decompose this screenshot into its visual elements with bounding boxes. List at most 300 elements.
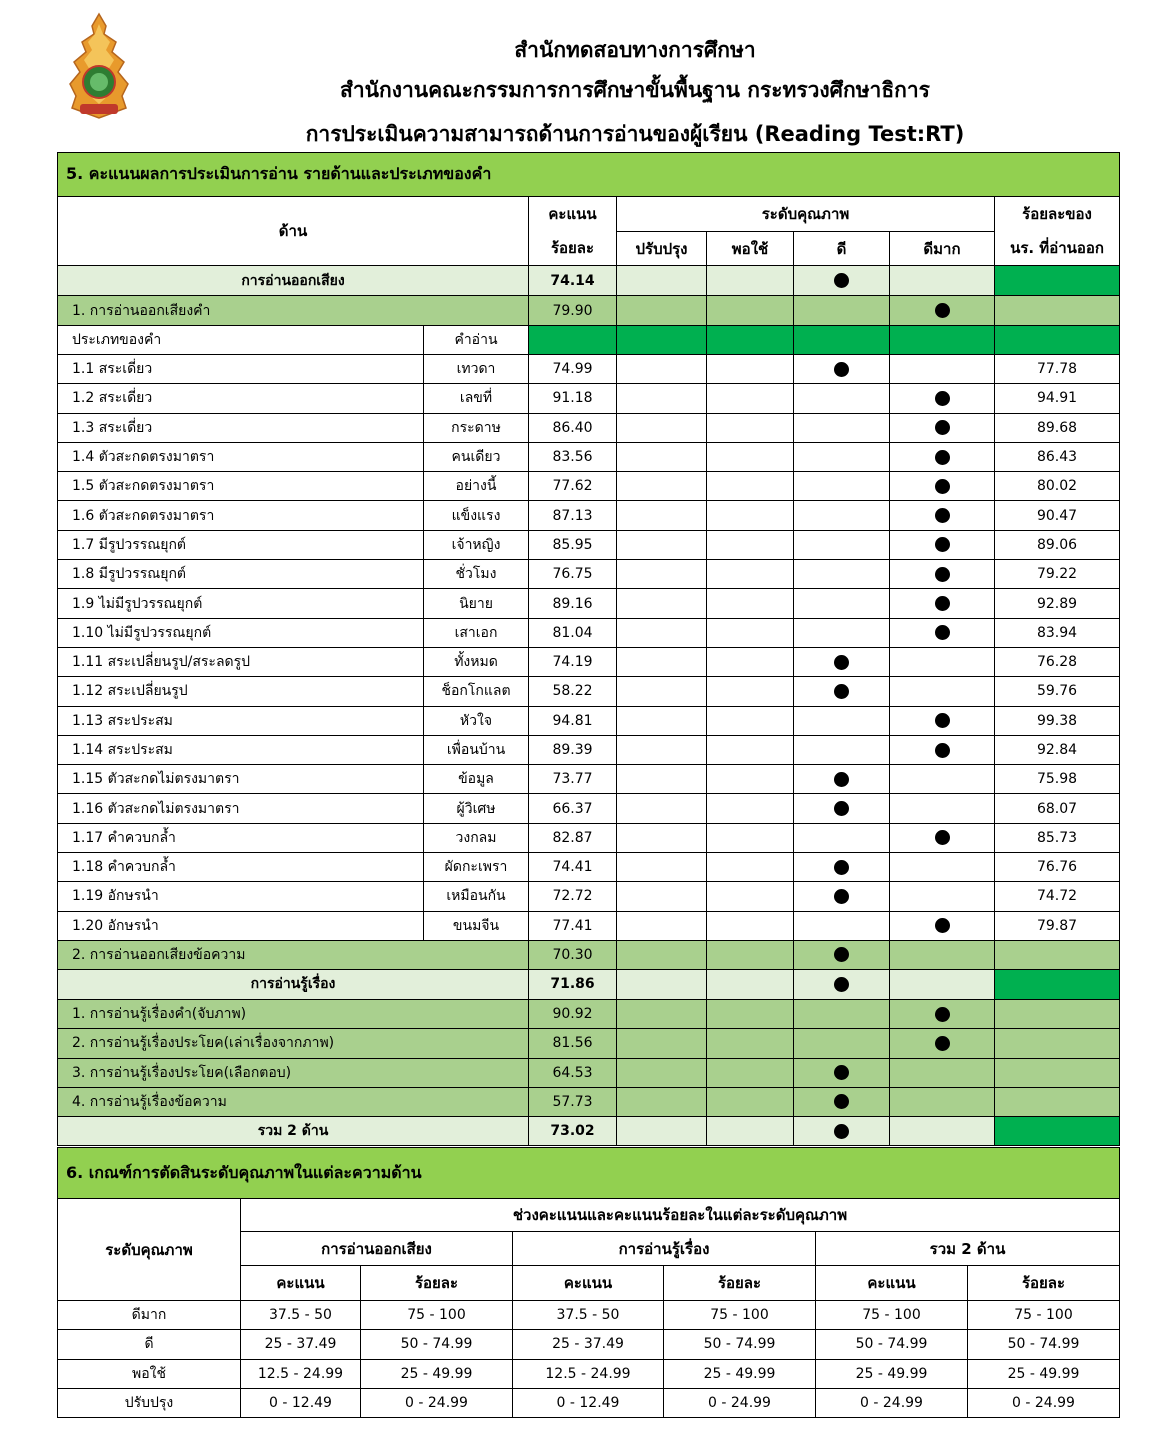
criteria-value: 75 - 100 [968,1301,1120,1330]
level-marker-dot [935,1007,950,1022]
criteria-value: 0 - 12.49 [513,1388,664,1417]
criteria-header-row [58,1199,1120,1232]
aspect-score: 73.02 [529,1117,617,1146]
level-cell [794,999,890,1028]
word-text: เลขที่ [424,384,529,413]
green-filler-cell [707,326,794,355]
word-score: 91.18 [529,384,617,413]
sub-header-pct: ร้อยละ [361,1266,513,1301]
word-type: 1.6 ตัวสะกดตรงมาตรา [58,501,424,530]
level-marker-dot [834,684,849,699]
criteria-value: 50 - 74.99 [968,1330,1120,1359]
col-header-pct: ร้อยละของ [995,197,1120,232]
word-text: เหมือนกัน [424,882,529,911]
comp-score: 57.73 [529,1087,617,1116]
level-cell [617,677,707,706]
level-cell [890,940,995,969]
criteria-value: 12.5 - 24.99 [241,1359,361,1388]
word-row [58,501,1120,530]
level-cell [707,911,794,940]
table-header-row [58,197,1120,232]
level-marker-dot [834,273,849,288]
word-text: เสาเอก [424,618,529,647]
level-cell [890,969,995,999]
criteria-level: ดี [58,1330,241,1359]
obec-emblem-logo [66,12,132,120]
word-row [58,706,1120,735]
level-marker-dot [935,567,950,582]
level-marker-dot [935,713,950,728]
level-cell [794,706,890,735]
word-row [58,355,1120,384]
level-cell [794,266,890,296]
level-cell [794,940,890,969]
word-type: 1.2 สระเดี่ยว [58,384,424,413]
col-header-level-1: พอใช้ [707,232,794,266]
comp-score: 64.53 [529,1058,617,1087]
aspect-pct-empty [995,296,1120,326]
level-cell [890,794,995,823]
word-type-header: ประเภทของคำ [58,326,424,355]
level-marker-dot [935,479,950,494]
criteria-value: 37.5 - 50 [241,1301,361,1330]
word-score: 82.87 [529,823,617,852]
word-text: ผัดกะเพรา [424,853,529,882]
word-text: เจ้าหญิง [424,530,529,559]
word-score: 77.62 [529,472,617,501]
aspect-score: 70.30 [529,940,617,969]
level-marker-dot [834,889,849,904]
word-text: กระดาษ [424,413,529,442]
level-cell [707,1087,794,1116]
level-cell [617,530,707,559]
level-cell [890,442,995,471]
word-score: 81.04 [529,618,617,647]
level-cell [794,501,890,530]
level-marker-dot [935,596,950,611]
word-row [58,853,1120,882]
word-row [58,589,1120,618]
level-cell [794,1029,890,1058]
level-marker-dot [834,860,849,875]
level-cell [617,853,707,882]
comp-pct-empty [995,1058,1120,1087]
word-row [58,413,1120,442]
level-cell [890,1087,995,1116]
oral-text-row [58,940,1120,969]
section-6-title-row [58,1148,1120,1199]
criteria-value: 50 - 74.99 [816,1330,968,1359]
comp-label: 2. การอ่านรู้เรื่องประโยค(เล่าเรื่องจากภาพ) [58,1029,529,1058]
level-cell [794,296,890,326]
level-cell [794,677,890,706]
level-cell [617,1087,707,1116]
word-header: คำอ่าน [424,326,529,355]
word-row [58,882,1120,911]
group-header-0: การอ่านออกเสียง [241,1232,513,1266]
level-marker-dot [935,391,950,406]
level-cell [617,472,707,501]
level-cell [794,589,890,618]
word-type: 1.18 คำควบกล้ำ [58,853,424,882]
level-cell [617,940,707,969]
word-type: 1.17 คำควบกล้ำ [58,823,424,852]
criteria-value: 0 - 24.99 [968,1388,1120,1417]
header-office: สำนักทดสอบทางการศึกษา [514,38,756,62]
level-cell [707,882,794,911]
level-cell [617,765,707,794]
comprehension-row [58,1087,1120,1116]
sub-header-score: คะแนน [513,1266,664,1301]
level-cell [707,647,794,676]
word-type: 1.3 สระเดี่ยว [58,413,424,442]
comp-pct-empty [995,999,1120,1028]
word-score: 77.41 [529,911,617,940]
criteria-value: 0 - 12.49 [241,1388,361,1417]
word-score: 73.77 [529,765,617,794]
word-text: ทั้งหมด [424,647,529,676]
criteria-value: 0 - 24.99 [816,1388,968,1417]
level-cell [617,999,707,1028]
word-row [58,677,1120,706]
level-cell [890,765,995,794]
group-header-2: รวม 2 ด้าน [816,1232,1120,1266]
word-pct: 77.78 [995,355,1120,384]
level-cell [890,1117,995,1146]
comp-label: 4. การอ่านรู้เรื่องข้อความ [58,1087,529,1116]
level-cell [890,706,995,735]
section-5-title: 5. คะแนนผลการประเมินการอ่าน รายด้านและประเภทของคำ [58,153,1120,197]
criteria-value: 75 - 100 [361,1301,513,1330]
level-cell [890,530,995,559]
level-cell [707,296,794,326]
level-cell [890,823,995,852]
level-cell [617,735,707,764]
level-cell [617,296,707,326]
word-score: 89.39 [529,735,617,764]
level-marker-dot [935,743,950,758]
level-cell [794,1117,890,1146]
level-cell [794,472,890,501]
level-cell [707,969,794,999]
word-text: ช็อกโกแลต [424,677,529,706]
criteria-value: 12.5 - 24.99 [513,1359,664,1388]
col-header-score-pct: ร้อยละ [529,232,617,266]
word-type: 1.10 ไม่มีรูปวรรณยุกต์ [58,618,424,647]
green-filler-cell [617,326,707,355]
header-commission: สำนักงานคณะกรรมการการศึกษาขั้นพื้นฐาน กระทรวงศึกษาธิการ [340,78,930,102]
level-cell [617,266,707,296]
aspect-label: 2. การอ่านออกเสียงข้อความ [58,940,529,969]
sub-header-score: คะแนน [816,1266,968,1301]
word-score: 89.16 [529,589,617,618]
word-score: 74.19 [529,647,617,676]
word-text: เทวดา [424,355,529,384]
level-cell [794,853,890,882]
level-cell [890,296,995,326]
word-pct: 79.22 [995,560,1120,589]
level-cell [890,647,995,676]
word-pct: 85.73 [995,823,1120,852]
word-text: วงกลม [424,823,529,852]
word-text: ข้อมูล [424,765,529,794]
level-cell [617,969,707,999]
level-marker-dot [935,537,950,552]
aspect-pct-empty [995,969,1120,999]
level-cell [707,530,794,559]
word-pct: 68.07 [995,794,1120,823]
criteria-level: ปรับปรุง [58,1388,241,1417]
word-type: 1.16 ตัวสะกดไม่ตรงมาตรา [58,794,424,823]
aspect-label: การอ่านรู้เรื่อง [58,969,529,999]
level-cell [617,1029,707,1058]
sub-header-score: คะแนน [241,1266,361,1301]
word-score: 72.72 [529,882,617,911]
word-type-header-row [58,326,1120,355]
level-marker-dot [935,830,950,845]
word-pct: 59.76 [995,677,1120,706]
level-cell [707,823,794,852]
word-pct: 89.06 [995,530,1120,559]
word-score: 76.75 [529,560,617,589]
level-cell [890,560,995,589]
word-type: 1.11 สระเปลี่ยนรูป/สระลดรูป [58,647,424,676]
word-row [58,765,1120,794]
word-row [58,472,1120,501]
level-cell [617,1058,707,1087]
level-cell [794,413,890,442]
level-cell [794,765,890,794]
level-cell [707,589,794,618]
level-cell [794,911,890,940]
word-pct: 94.91 [995,384,1120,413]
word-pct: 75.98 [995,765,1120,794]
word-pct: 83.94 [995,618,1120,647]
word-row [58,530,1120,559]
word-type: 1.19 อักษรนำ [58,882,424,911]
criteria-row [58,1388,1120,1417]
level-cell [794,355,890,384]
level-cell [707,999,794,1028]
word-score: 85.95 [529,530,617,559]
level-marker-dot [935,508,950,523]
word-text: ชั่วโมง [424,560,529,589]
col-header-range: ช่วงคะแนนและคะแนนร้อยละในแต่ละระดับคุณภาพ [241,1199,1120,1232]
level-marker-dot [935,450,950,465]
criteria-value: 75 - 100 [664,1301,816,1330]
level-marker-dot [935,918,950,933]
word-type: 1.4 ตัวสะกดตรงมาตรา [58,442,424,471]
criteria-row [58,1301,1120,1330]
comprehension-summary-row [58,969,1120,999]
oral-words-row [58,296,1120,326]
level-cell [707,940,794,969]
comp-label: 3. การอ่านรู้เรื่องประโยค(เลือกตอบ) [58,1058,529,1087]
comprehension-row [58,999,1120,1028]
word-type: 1.13 สระประสม [58,706,424,735]
level-cell [617,501,707,530]
level-cell [707,1058,794,1087]
level-cell [707,501,794,530]
level-cell [890,589,995,618]
level-cell [707,355,794,384]
word-pct: 79.87 [995,911,1120,940]
aspect-label: การอ่านออกเสียง [58,266,529,296]
level-cell [890,413,995,442]
criteria-value: 50 - 74.99 [664,1330,816,1359]
word-pct: 76.28 [995,647,1120,676]
level-cell [890,355,995,384]
word-row [58,618,1120,647]
level-cell [794,823,890,852]
word-row [58,384,1120,413]
total-row [58,1117,1120,1146]
word-score: 86.40 [529,413,617,442]
word-text: แข็งแรง [424,501,529,530]
level-cell [890,618,995,647]
col-header-level-3: ดีมาก [890,232,995,266]
level-cell [617,589,707,618]
green-filler-cell [995,326,1120,355]
col-header-quality-level: ระดับคุณภาพ [58,1199,241,1301]
comp-score: 81.56 [529,1029,617,1058]
oral-reading-summary-row [58,266,1120,296]
word-type: 1.1 สระเดี่ยว [58,355,424,384]
green-filler-cell [890,326,995,355]
sub-header-pct: ร้อยละ [968,1266,1120,1301]
word-row [58,647,1120,676]
criteria-value: 25 - 37.49 [513,1330,664,1359]
section-5-title-row [58,153,1120,197]
criteria-row [58,1330,1120,1359]
level-cell [794,794,890,823]
level-cell [794,1058,890,1087]
level-cell [890,501,995,530]
level-cell [617,384,707,413]
level-cell [794,735,890,764]
level-marker-dot [834,1065,849,1080]
group-header-1: การอ่านรู้เรื่อง [513,1232,816,1266]
level-cell [707,706,794,735]
green-filler-cell [794,326,890,355]
word-type: 1.12 สระเปลี่ยนรูป [58,677,424,706]
level-cell [794,647,890,676]
criteria-value: 25 - 49.99 [968,1359,1120,1388]
col-header-score: คะแนน [529,197,617,232]
level-cell [890,735,995,764]
word-type: 1.15 ตัวสะกดไม่ตรงมาตรา [58,765,424,794]
aspect-pct-empty [995,1117,1120,1146]
word-pct: 89.68 [995,413,1120,442]
comp-label: 1. การอ่านรู้เรื่องคำ(จับภาพ) [58,999,529,1028]
level-cell [794,530,890,559]
criteria-value: 0 - 24.99 [361,1388,513,1417]
word-row [58,735,1120,764]
word-text: หัวใจ [424,706,529,735]
criteria-value: 0 - 24.99 [664,1388,816,1417]
criteria-level: ดีมาก [58,1301,241,1330]
criteria-row [58,1359,1120,1388]
word-text: ขนมจีน [424,911,529,940]
level-cell [617,823,707,852]
level-cell [707,560,794,589]
level-cell [890,384,995,413]
word-row [58,823,1120,852]
level-marker-dot [935,303,950,318]
level-cell [707,794,794,823]
level-cell [707,677,794,706]
level-cell [617,560,707,589]
word-type: 1.8 มีรูปวรรณยุกต์ [58,560,424,589]
level-marker-dot [834,1094,849,1109]
word-pct: 90.47 [995,501,1120,530]
word-score: 74.99 [529,355,617,384]
quality-criteria-table [57,1147,1120,1418]
word-type: 1.5 ตัวสะกดตรงมาตรา [58,472,424,501]
level-marker-dot [935,1036,950,1051]
word-text: คนเดียว [424,442,529,471]
word-score: 58.22 [529,677,617,706]
col-header-pct-readers: นร. ที่อ่านออก [995,232,1120,266]
comprehension-row [58,1029,1120,1058]
level-cell [794,618,890,647]
aspect-pct-empty [995,940,1120,969]
level-cell [794,442,890,471]
word-pct: 76.76 [995,853,1120,882]
level-cell [707,853,794,882]
level-cell [707,765,794,794]
word-row [58,794,1120,823]
level-marker-dot [935,625,950,640]
criteria-value: 25 - 49.99 [816,1359,968,1388]
level-cell [617,706,707,735]
level-marker-dot [834,362,849,377]
criteria-value: 37.5 - 50 [513,1301,664,1330]
col-header-level-2: ดี [794,232,890,266]
criteria-level: พอใช้ [58,1359,241,1388]
word-score: 94.81 [529,706,617,735]
sub-header-pct: ร้อยละ [664,1266,816,1301]
word-score: 74.41 [529,853,617,882]
level-cell [707,1029,794,1058]
word-score: 87.13 [529,501,617,530]
level-cell [890,266,995,296]
level-cell [890,911,995,940]
criteria-value: 25 - 49.99 [361,1359,513,1388]
aspect-score: 71.86 [529,969,617,999]
level-cell [707,413,794,442]
level-cell [794,882,890,911]
level-marker-dot [834,947,849,962]
level-cell [617,413,707,442]
level-marker-dot [834,655,849,670]
comp-pct-empty [995,1087,1120,1116]
level-cell [890,999,995,1028]
aspect-score: 74.14 [529,266,617,296]
reading-scores-table [57,152,1120,1146]
level-cell [707,1117,794,1146]
comp-score: 90.92 [529,999,617,1028]
level-cell [890,472,995,501]
word-score: 83.56 [529,442,617,471]
word-pct: 74.72 [995,882,1120,911]
level-cell [707,266,794,296]
level-cell [617,355,707,384]
aspect-label: 1. การอ่านออกเสียงคำ [58,296,529,326]
word-row [58,442,1120,471]
section-6-title: 6. เกณฑ์การตัดสินระดับคุณภาพในแต่ละความด้าน [58,1148,1120,1199]
level-cell [617,794,707,823]
